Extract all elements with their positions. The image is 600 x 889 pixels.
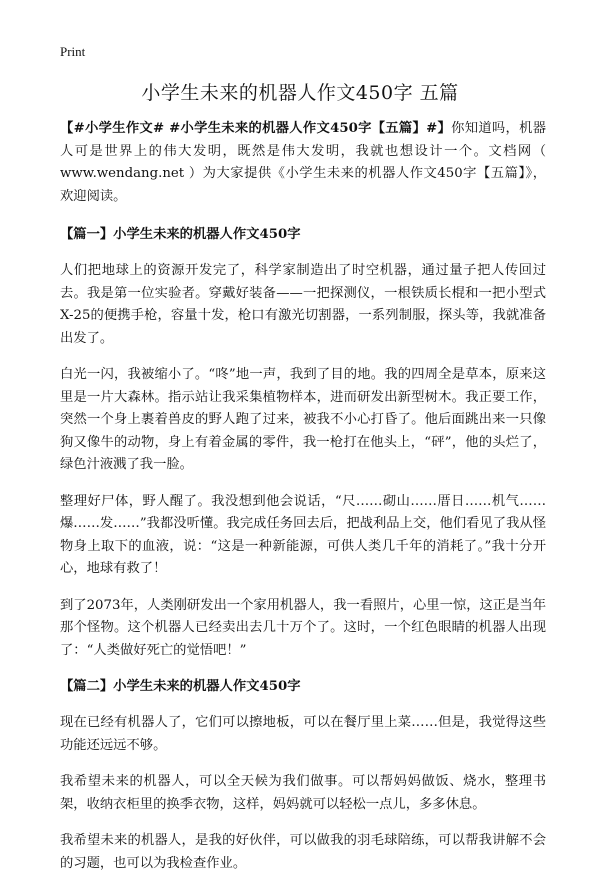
section-heading-2: 【篇二】小学生未来的机器人作文450字 bbox=[60, 679, 301, 694]
print-link[interactable]: Print bbox=[60, 44, 86, 59]
section-2-paragraph: 我希望未来的机器人，是我的好伙伴，可以做我的羽毛球陪练，可以帮我讲解不会的习题，也可以为我检查作业。 bbox=[60, 833, 546, 871]
section-1-paragraph: 人们把地球上的资源开发完了，科学家制造出了时空机器，通过量子把人传回过去。我是第一位实验者。穿戴好装备——一把探测仪，一根铁质长棍和一把小型式X-25的便携手枪，容量十发，枪口有激光切割器，一系列制服，探头等，我就准备出发了。 bbox=[60, 263, 546, 346]
section-1-paragraph: 整理好尸体，野人醒了。我没想到他会说话，“尺……砌山……厝日……机气……爆……发……”我都没听懂。我完成任务回去后，把战利品上交，他们看见了我从怪物身上取下的血液，说：“这是一种新能源，可供人类几千年的消耗了。”我十分开心，地球有救了！ bbox=[60, 493, 546, 576]
intro-paragraph bbox=[60, 118, 546, 208]
section-1-paragraph: 白光一闪，我被缩小了。“咚”地一声，我到了目的地。我的四周全是草本，原来这里是一片大森林。指示站让我采集植物样本，进而研发出新型树木。我正要工作，突然一个身上裹着兽皮的野人跑了过来，被我不小心打昏了。他后面跳出来一只像狗又像牛的动物，身上有着金属的零件，我一枪打在他头上，“砰”，他的头烂了，绿色汁液溅了我一脸。 bbox=[60, 367, 546, 472]
intro-text: 你知道吗，机器人可是世界上的伟大发明，既然是伟大发明，我就也想设计一个。文档网（ www.wendang.net ）为大家提供《小学生未来的机器人作文450字【五篇】》，欢迎阅读。 bbox=[60, 121, 547, 204]
article-body bbox=[60, 118, 546, 889]
section-2-paragraph: 我希望未来的机器人，可以全天候为我们做事。可以帮妈妈做饭、烧水，整理书架，收纳衣柜里的换季衣物，这样，妈妈就可以轻松一点儿，多多休息。 bbox=[60, 774, 546, 812]
section-2-paragraph: 现在已经有机器人了，它们可以擦地板，可以在餐厅里上菜……但是，我觉得这些功能还远远不够。 bbox=[60, 715, 546, 753]
intro-tags: 【#小学生作文# #小学生未来的机器人作文450字【五篇】#】 bbox=[60, 121, 452, 136]
section-1-paragraph: 到了2073年，人类刚研发出一个家用机器人，我一看照片，心里一惊，这正是当年那个怪物。这个机器人已经卖出去几十万个了。这时，一个红色眼睛的机器人出现了：“人类做好死亡的觉悟吧！” bbox=[60, 597, 546, 658]
section-heading-1: 【篇一】小学生未来的机器人作文450字 bbox=[60, 227, 301, 242]
page-title: 小学生未来的机器人作文450字 五篇 bbox=[141, 82, 459, 104]
